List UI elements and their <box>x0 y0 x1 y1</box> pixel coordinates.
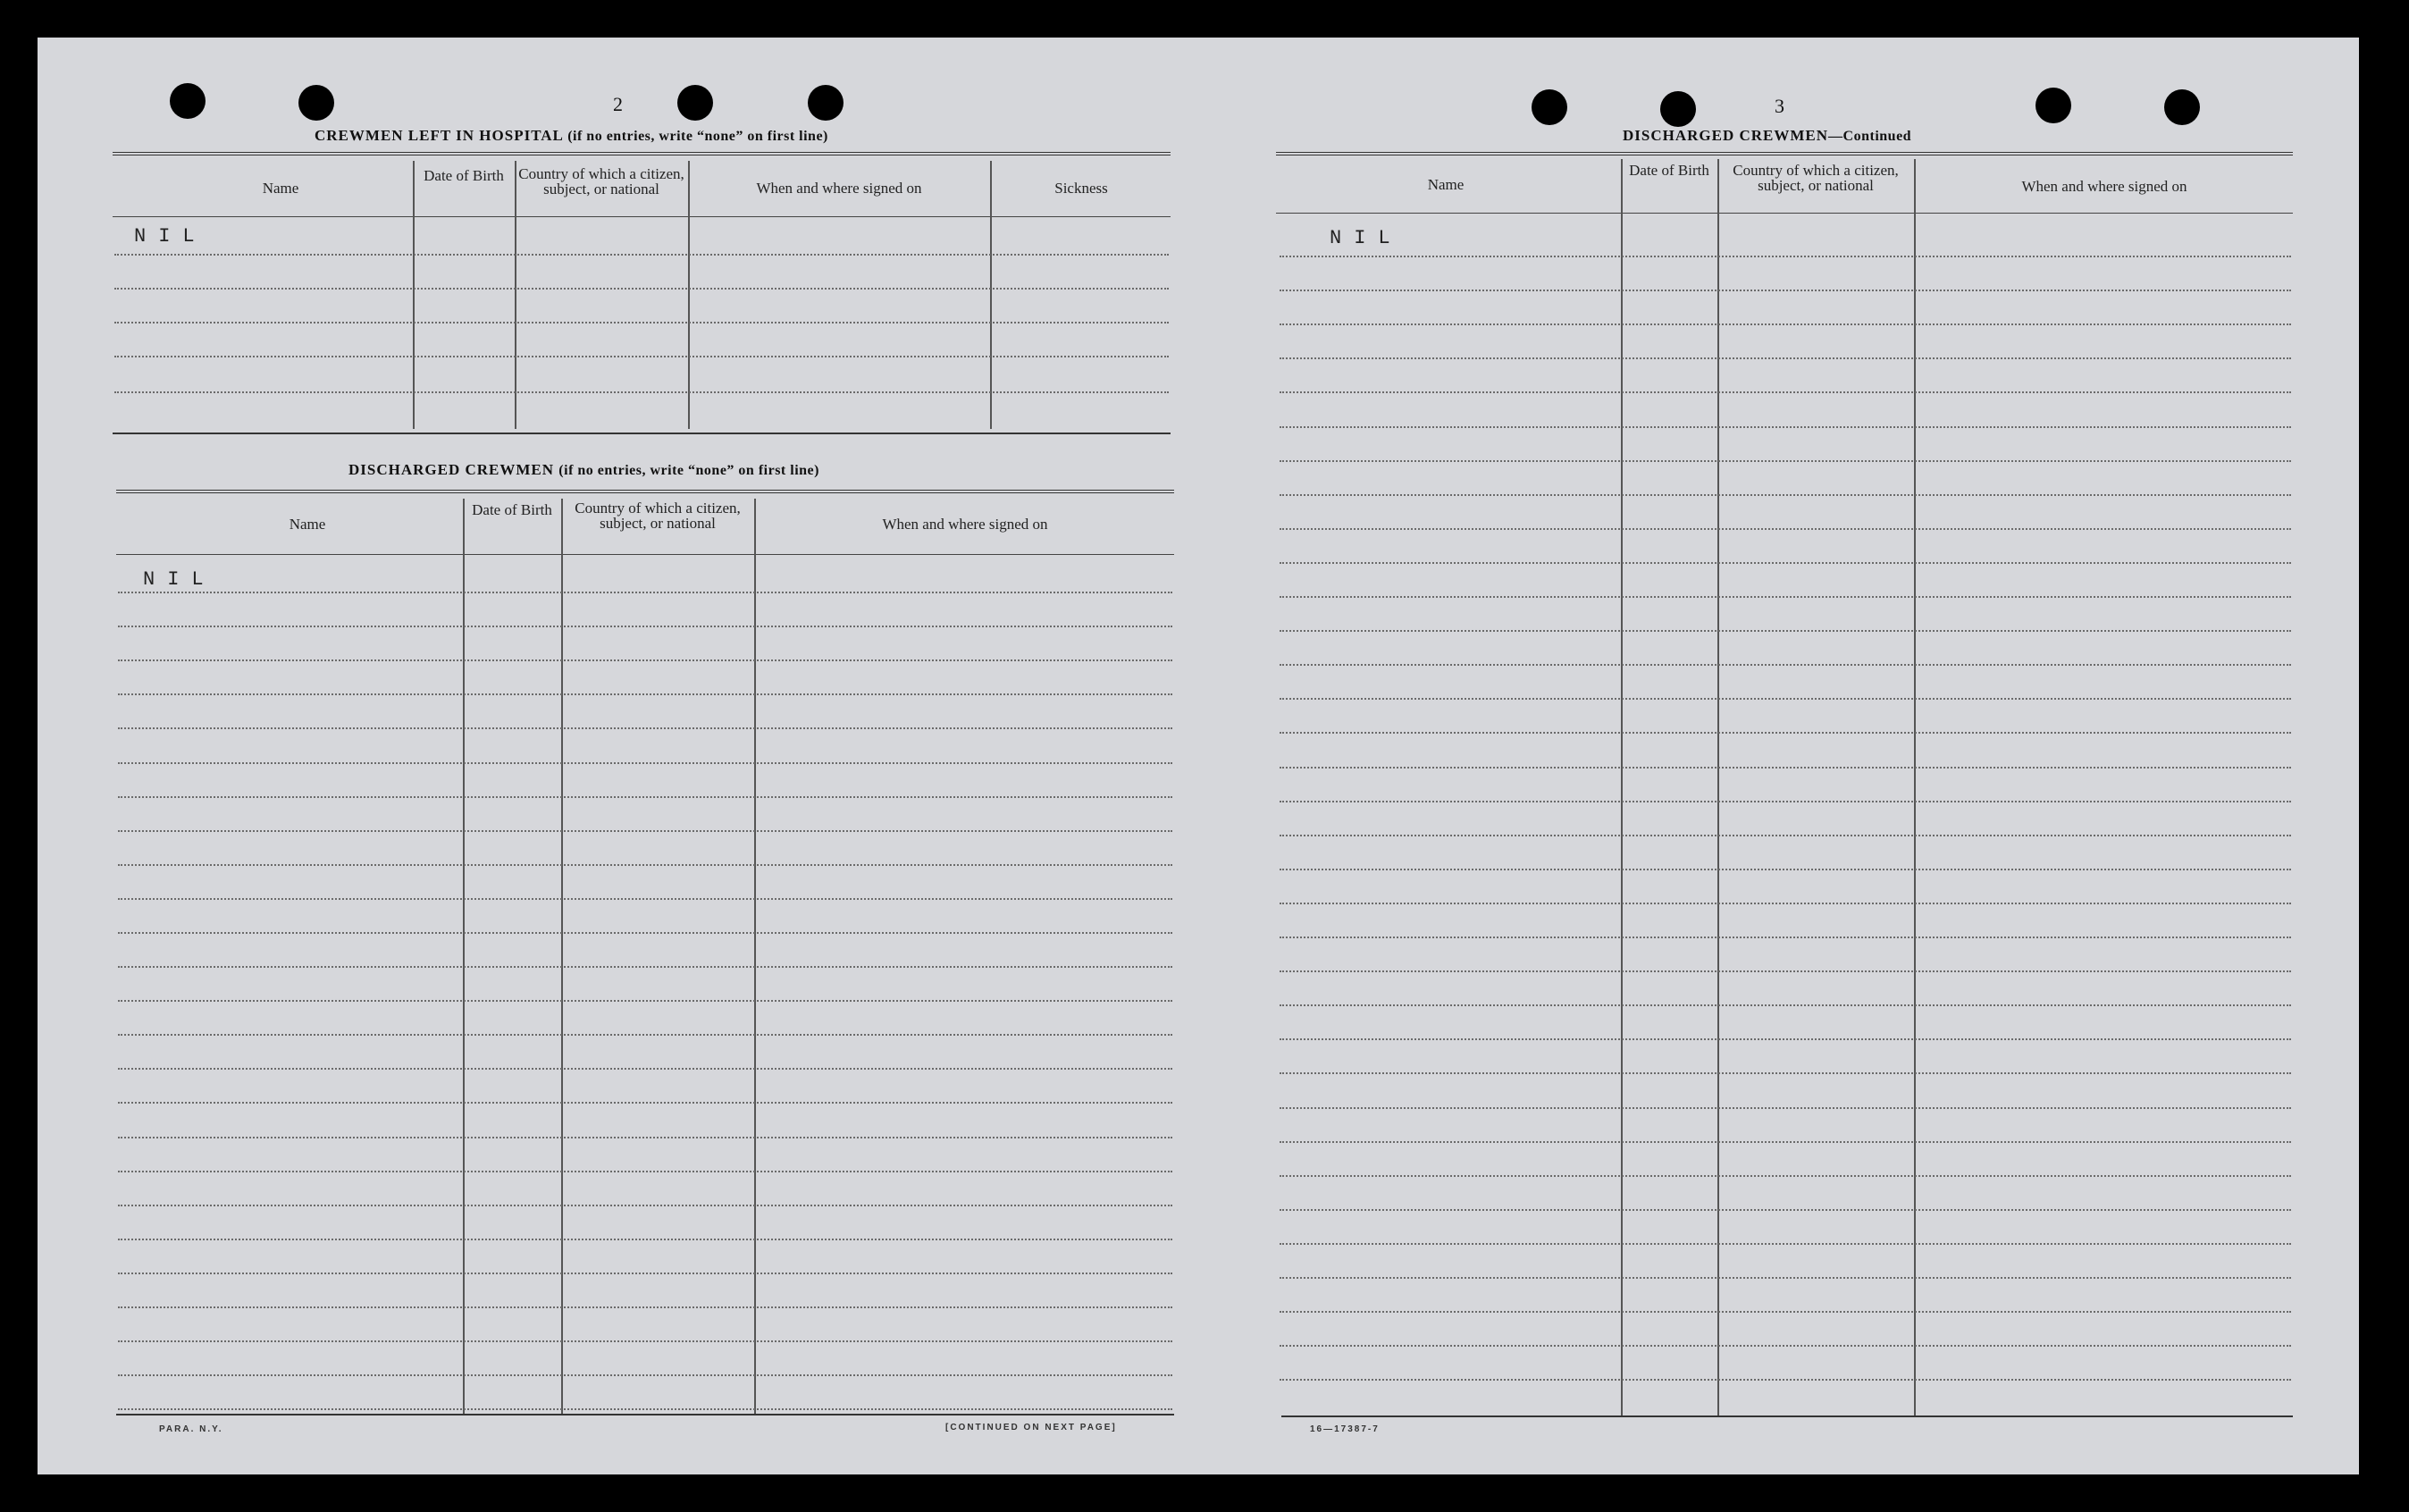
punch-hole <box>1660 91 1696 127</box>
column-header-rule <box>1276 213 2293 214</box>
continued-title-text: DISCHARGED CREWMEN <box>1623 127 1829 144</box>
entry-line <box>118 626 1172 627</box>
entry-line <box>1280 1277 2291 1279</box>
entry-line <box>1280 1072 2291 1074</box>
discharged-section-title <box>348 461 819 479</box>
column-header-rule <box>113 216 1171 217</box>
entry-line <box>1280 1379 2291 1381</box>
column-header-signed-on: When and where signed on <box>756 180 922 197</box>
entry-line <box>118 1205 1172 1206</box>
entry-line <box>118 1306 1172 1308</box>
column-header-signed-on: When and where signed on <box>882 516 1048 533</box>
entry-line <box>118 898 1172 900</box>
hospital-section-title <box>315 127 828 145</box>
entry-line <box>118 1239 1172 1240</box>
column-header-name: Name <box>1427 176 1465 193</box>
entry-line <box>118 864 1172 866</box>
entry-line <box>1280 1004 2291 1006</box>
entry-line <box>1280 732 2291 734</box>
printer-imprint: PARA. N.Y. <box>159 1424 223 1434</box>
header-rule <box>116 490 1174 493</box>
punch-hole <box>2164 89 2200 125</box>
entry-line <box>1280 494 2291 496</box>
header-rule <box>113 152 1171 155</box>
entry-line <box>118 830 1172 832</box>
entry-line <box>114 391 1169 393</box>
column-header-name: Name <box>289 516 326 533</box>
entry-line <box>1280 869 2291 870</box>
entry-line <box>1280 767 2291 769</box>
column-divider <box>1914 159 1916 1415</box>
column-header-name: Name <box>262 180 299 197</box>
column-divider <box>754 499 756 1414</box>
page-bottom-rule <box>116 1414 1174 1415</box>
punch-hole <box>170 83 206 119</box>
entry-line <box>114 288 1169 290</box>
entry-line <box>1280 426 2291 428</box>
column-header-country: Country of which a citizen, subject, or national <box>1733 162 1899 194</box>
discharged-instruction: (if no entries, write “none” on first line) <box>558 463 819 478</box>
entry-line <box>118 1408 1172 1410</box>
column-divider <box>515 161 516 429</box>
entry-line <box>118 1102 1172 1104</box>
entry-line <box>1280 698 2291 700</box>
entry-line <box>1280 835 2291 836</box>
entry-line <box>114 356 1169 357</box>
entry-line <box>118 1068 1172 1070</box>
entry-line <box>1280 596 2291 598</box>
header-rule <box>1276 152 2293 155</box>
entry-line <box>118 592 1172 593</box>
punch-hole <box>298 85 334 121</box>
entry-line <box>1280 1243 2291 1245</box>
entry-line <box>1280 903 2291 904</box>
punch-hole <box>677 85 713 121</box>
entry-line <box>1280 1311 2291 1313</box>
column-header-rule <box>116 554 1174 555</box>
column-header-date-of-birth: Date of Birth <box>472 501 552 518</box>
column-divider <box>688 161 690 429</box>
column-divider <box>1621 159 1623 1415</box>
continued-entry: NIL <box>1330 227 1403 249</box>
page-number: 2 <box>613 93 623 115</box>
column-divider <box>1717 159 1719 1415</box>
entry-line <box>118 1034 1172 1036</box>
punch-hole <box>2035 88 2071 123</box>
column-header-date-of-birth: Date of Birth <box>1629 162 1709 179</box>
entry-line <box>118 1273 1172 1274</box>
entry-line <box>1280 801 2291 802</box>
entry-line <box>118 796 1172 798</box>
hospital-instruction: (if no entries, write “none” on first line) <box>567 129 828 144</box>
hospital-title-text: CREWMEN LEFT IN HOSPITAL <box>315 127 563 144</box>
column-divider <box>413 161 415 429</box>
entry-line <box>1280 256 2291 257</box>
entry-line <box>1280 1038 2291 1040</box>
punch-hole <box>808 85 844 121</box>
column-header-country: Country of which a citizen, subject, or national <box>575 500 741 532</box>
entry-line <box>118 1000 1172 1002</box>
continued-suffix: —Continued <box>1828 129 1912 144</box>
entry-line <box>1280 630 2291 632</box>
entry-line <box>118 659 1172 661</box>
entry-line <box>1280 290 2291 291</box>
entry-line <box>1280 562 2291 564</box>
entry-line <box>1280 460 2291 462</box>
form-sheet <box>38 38 2359 1474</box>
discharged-entry: NIL <box>143 568 216 591</box>
entry-line <box>118 1137 1172 1138</box>
entry-line <box>118 693 1172 695</box>
punch-hole <box>1532 89 1567 125</box>
entry-line <box>1280 1141 2291 1143</box>
entry-line <box>1280 970 2291 972</box>
form-number: 16—17387-7 <box>1310 1424 1380 1434</box>
entry-line <box>1280 1107 2291 1109</box>
page-bottom-rule <box>1281 1415 2293 1417</box>
entry-line <box>1280 323 2291 325</box>
entry-line <box>118 932 1172 934</box>
column-header-sickness: Sickness <box>1054 180 1108 197</box>
entry-line <box>114 254 1169 256</box>
entry-line <box>114 322 1169 323</box>
entry-line <box>1280 1175 2291 1177</box>
entry-line <box>1280 1209 2291 1211</box>
entry-line <box>1280 391 2291 393</box>
continued-note: [CONTINUED ON NEXT PAGE] <box>945 1423 1117 1432</box>
discharged-title-text: DISCHARGED CREWMEN <box>348 461 555 478</box>
discharged-continued-title <box>1623 127 1911 145</box>
column-header-country: Country of which a citizen, subject, or national <box>518 165 684 197</box>
column-divider <box>561 499 563 1414</box>
column-header-signed-on: When and where signed on <box>2021 178 2187 195</box>
column-divider <box>990 161 992 429</box>
entry-line <box>118 1374 1172 1376</box>
entry-line <box>118 966 1172 968</box>
section-bottom-rule <box>113 433 1171 434</box>
column-divider <box>463 499 465 1414</box>
entry-line <box>1280 1345 2291 1347</box>
page-number: 3 <box>1775 95 1784 117</box>
column-header-date-of-birth: Date of Birth <box>424 167 504 184</box>
hospital-entry: NIL <box>134 225 207 248</box>
entry-line <box>1280 528 2291 530</box>
entry-line <box>1280 664 2291 666</box>
entry-line <box>118 727 1172 729</box>
entry-line <box>1280 937 2291 938</box>
entry-line <box>1280 357 2291 359</box>
entry-line <box>118 1171 1172 1172</box>
entry-line <box>118 1340 1172 1342</box>
entry-line <box>118 762 1172 764</box>
